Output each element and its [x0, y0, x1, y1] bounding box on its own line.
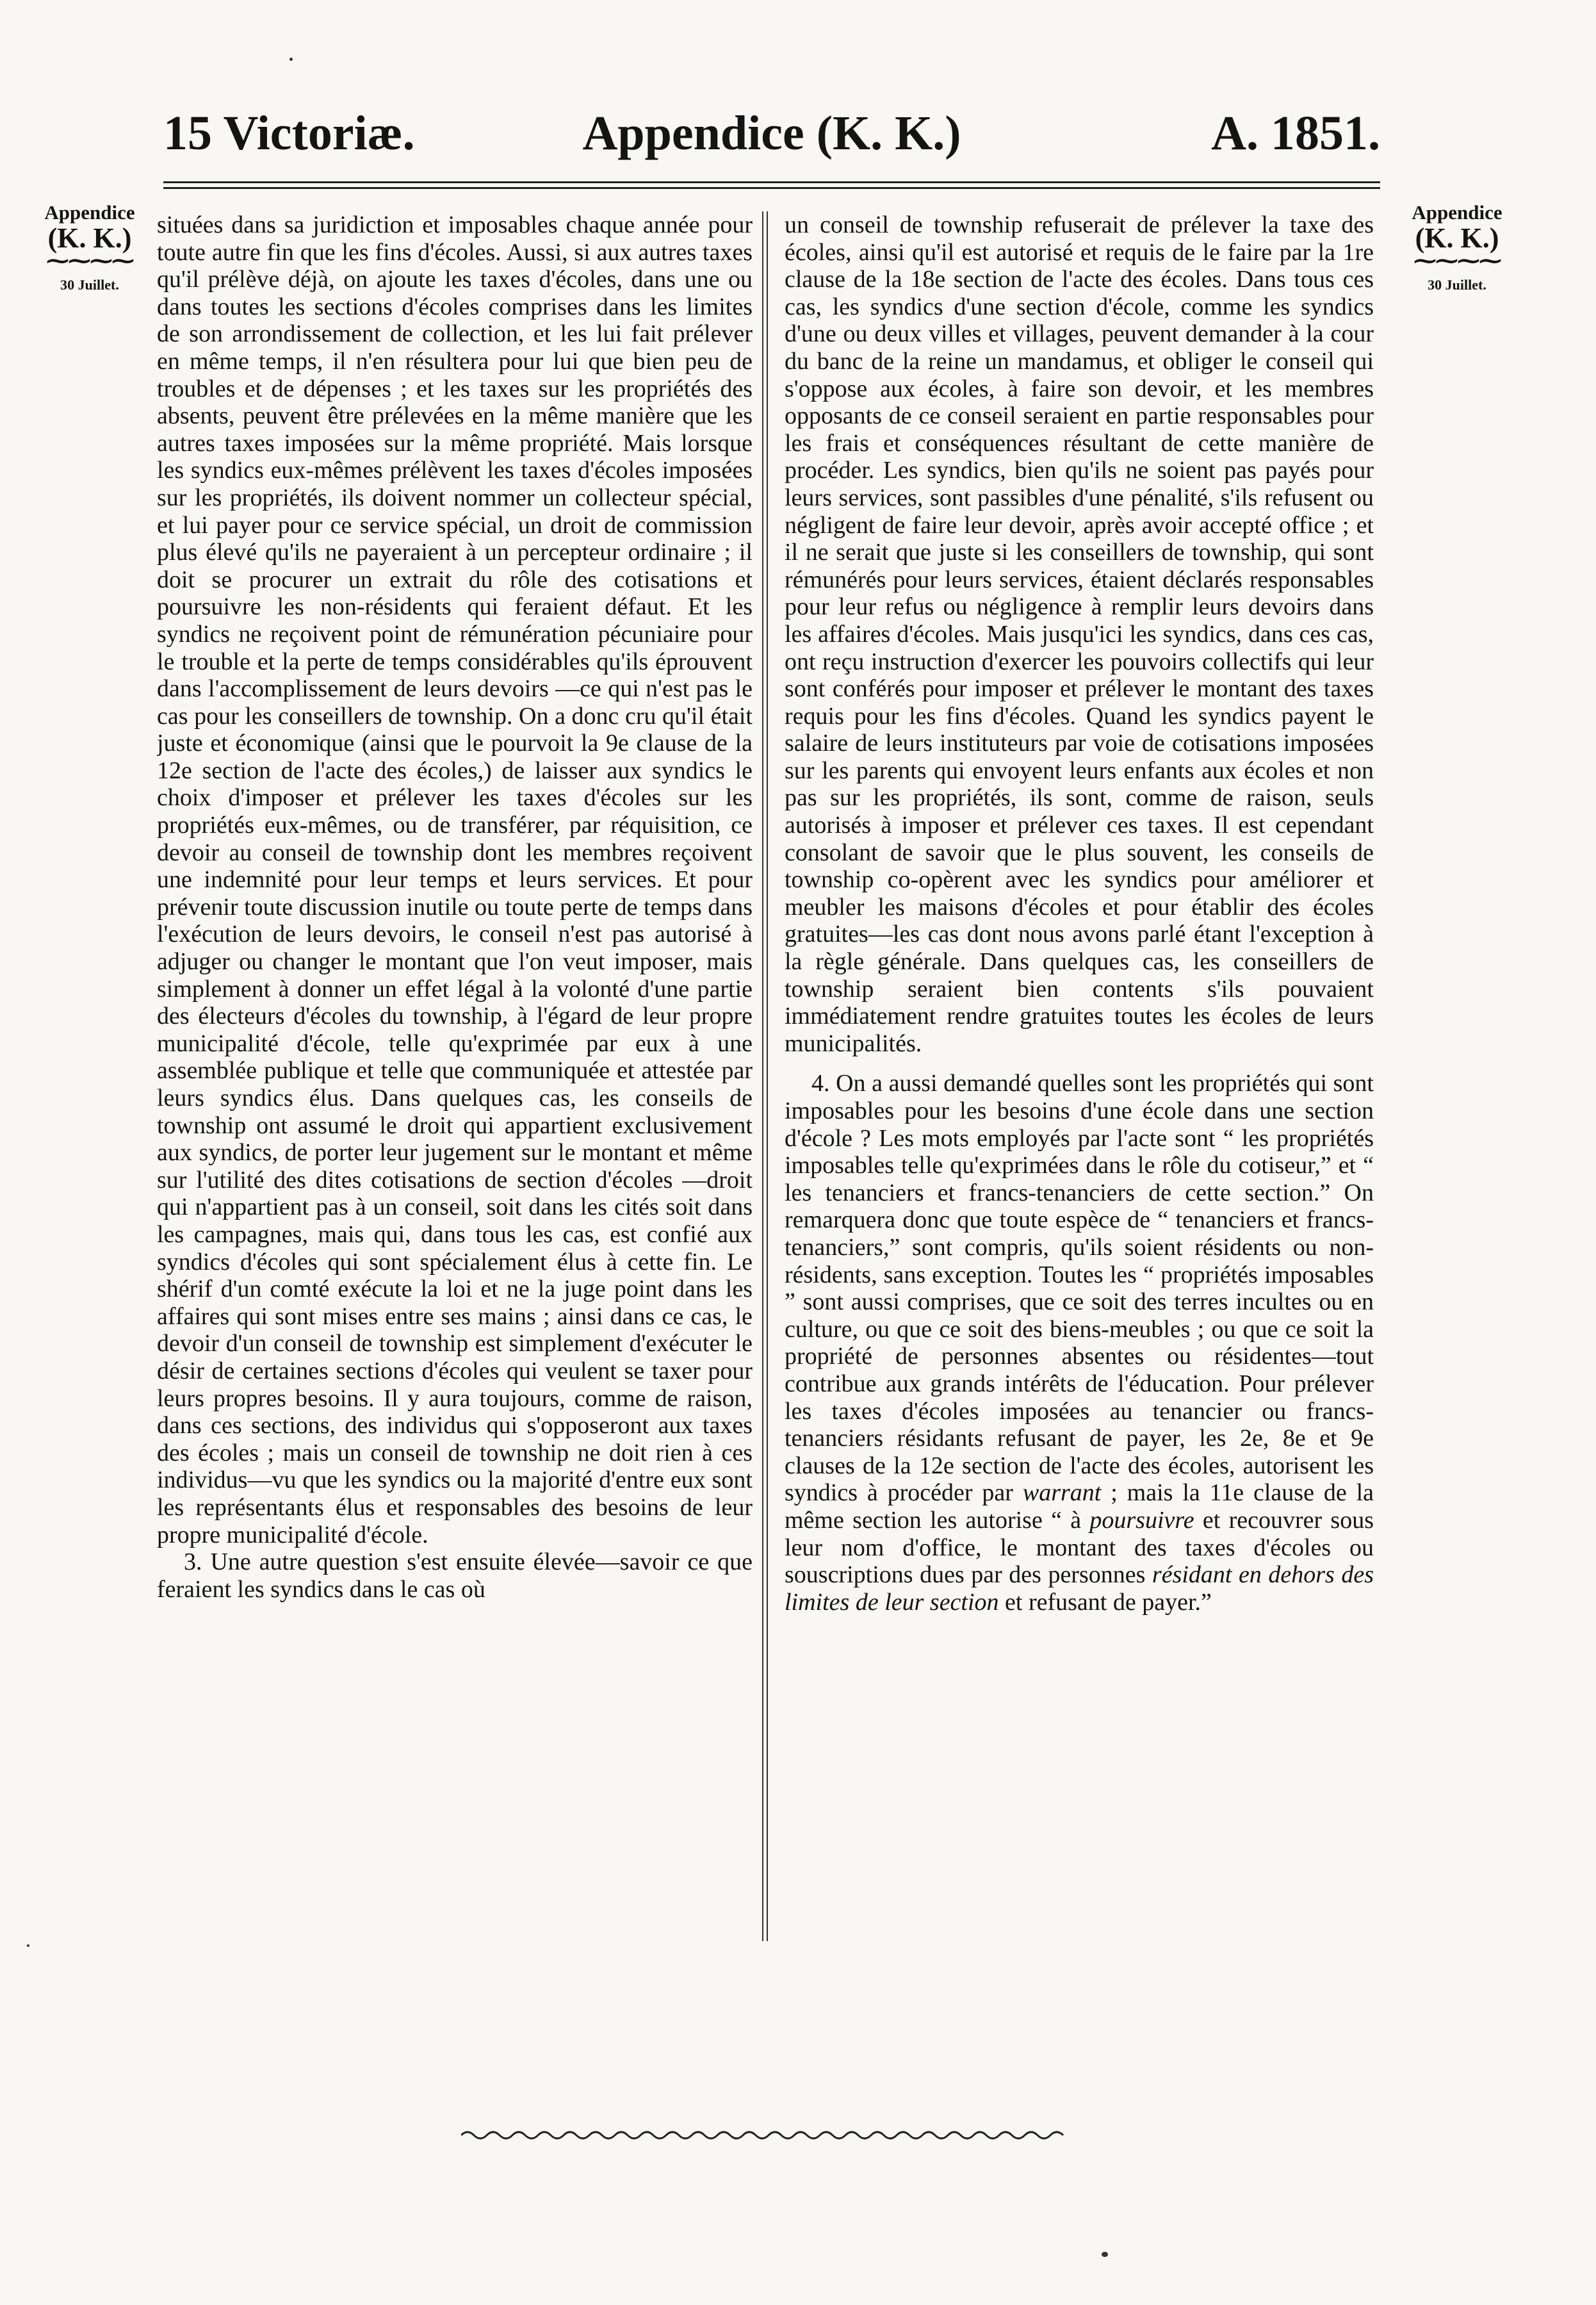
header-rule-top	[163, 181, 1380, 183]
left-margin-note	[26, 202, 154, 293]
q4-italic-residant: résidant en dehors des limites de leur section	[785, 1561, 1374, 1616]
header-year: A. 1851.	[1211, 106, 1380, 160]
margin-appendix-label: Appendice	[1412, 201, 1502, 224]
end-ornament	[461, 2126, 1070, 2145]
header-regnal-year: 15 Victoriæ.	[163, 106, 415, 160]
paragraph-question-4	[785, 1070, 1374, 1616]
q4-text-g: et refusant de payer.”	[998, 1588, 1212, 1616]
paragraph-question-3: 3. Une autre question s'est ensuite élevée—savoir ce que feraient les syndics dans le cas où	[157, 1548, 753, 1603]
header-appendix-title: Appendice (K. K.)	[582, 106, 961, 160]
margin-kk-label: (K. K.)	[1415, 222, 1499, 254]
q4-italic-warrant: warrant	[1022, 1479, 1102, 1507]
margin-date: 30 Juillet.	[1428, 277, 1486, 293]
margin-kk-label: (K. K.)	[47, 222, 132, 254]
q4-italic-poursuivre: poursuivre	[1089, 1506, 1194, 1534]
header-rule-bottom	[163, 187, 1380, 189]
print-speck	[1102, 2252, 1108, 2257]
right-text-column	[785, 211, 1374, 1909]
column-divider	[762, 211, 763, 1941]
margin-date: 30 Juillet.	[60, 277, 119, 293]
left-text-column	[157, 211, 753, 1909]
print-speck	[27, 1944, 29, 1947]
q4-text-c: ; mais la 11e clause de la même section les autorise “ à	[785, 1479, 1374, 1534]
right-margin-note	[1393, 202, 1521, 293]
print-speck	[289, 58, 293, 61]
q4-text-e: et recouvrer sous leur nom d'office, le montant des taxes d'écoles ou souscriptions dues par des personnes	[785, 1506, 1374, 1589]
paragraph-tax-collection: situées dans sa juridiction et imposables chaque année pour toute autre fin que les fins d'écoles. Aussi, si aux autres taxes qu'il prélève déjà, on ajoute les taxes d'écoles, dans une ou dans toutes les sections d'écoles comprises dans les limites de son arrondissement de collection, et les lui fait prélever en même temps, il n'en résultera pour lui que bien peu de troubles et de dépenses ; et les taxes sur les propriétés des absents, peuvent être prélevées en la même manière que les autres taxes imposées sur la même propriété. Mais lorsque les syndics eux-mêmes prélèvent les taxes d'écoles imposées sur les propriétés, ils doivent nommer un collecteur spécial, et lui payer pour ce service spécial, un droit de commission plus élevé qu'ils ne payeraient à un percepteur ordinaire ; il doit se procurer un extrait du rôle des cotisations et poursuivre les non-résidents qui feraient défaut. Et les syndics ne reçoivent point de rémunération pécuniaire pour le trouble et la perte de temps considérables qu'ils éprouvent dans l'accomplissement de leurs devoirs —ce qui n'est pas le cas pour les conseillers de township. On a donc cru qu'il était juste et économique (ainsi que le pourvoit la 9e clause de la 12e section de l'acte des écoles,) de laisser aux syndics le choix d'imposer et prélever les taxes d'écoles sur les propriétés eux-mêmes, ou de transférer, par réquisition, ce devoir au conseil de township dont les membres reçoivent une indemnité pour leur temps et leurs services. Et pour prévenir toute discussion inutile ou toute perte de temps dans l'exécution de leurs devoirs, le conseil n'est pas autorisé à adjuger ou changer le montant que l'on veut imposer, mais simplement à donner un effet légal à la volonté d'une partie des électeurs d'écoles du township, à l'égard de leur propre municipalité d'école, telle qu'exprimée par eux à une assemblée publique et telle que communiquée et attestée par leurs syndics élus. Dans quelques cas, les conseils de township ont assumé le droit qui appartient exclusivement aux syndics, de porter leur jugement sur le montant et même sur l'utilité des dites cotisations de section d'écoles —droit qui n'appartient pas à un conseil, soit dans les cités soit dans les campagnes, mais qui, dans tous les cas, est confié aux syndics d'écoles qui sont spécialement élus à cette fin. Le shérif d'un comté exécute la loi et ne la juge point dans les affaires qui sont mises entre ses mains ; ainsi dans ce cas, le devoir d'un conseil de township est simplement d'exécuter le désir de certaines sections d'écoles qui veulent se taxer pour leurs propres besoins. Il y aura toujours, comme de raison, dans ces sections, des individus qui s'opposeront aux taxes des écoles ; mais un conseil de township ne doit rien à ces individus—vu que les syndics ou la majorité d'entre eux sont les représentants élus et responsables des besoins de leur propre municipalité d'école.	[157, 211, 753, 1548]
margin-flourish: ⁓⁓⁓⁓	[46, 248, 133, 274]
running-header	[163, 106, 1380, 179]
margin-appendix-label: Appendice	[44, 201, 135, 224]
paragraph-township-council: un conseil de township refuserait de prélever la taxe des écoles, ainsi qu'il est autorisé et requis de le faire par la 1re clause de la 18e section de l'acte des écoles. Dans tous ces cas, les syndics d'une section d'école, comme les syndics d'une ou deux villes et villages, peuvent demander à la cour du banc de la reine un mandamus, et obliger le conseil qui s'oppose aux écoles, à faire son devoir, et les membres opposants de ce conseil seraient en partie responsables pour les frais et conséquences résultant de cette manière de procéder. Les syndics, bien qu'ils ne soient pas payés pour leurs services, sont passibles d'une pénalité, s'ils refusent ou négligent de faire leur devoir, après avoir accepté office ; et il ne serait que juste si les conseillers de township, qui sont rémunérés pour leurs services, étaient déclarés responsables pour leur refus ou négligence à remplir leurs devoirs dans les affaires d'écoles. Mais jusqu'ici les syndics, dans ces cas, ont reçu instruction d'exercer les pouvoirs collectifs qui leur sont conférés pour imposer et prélever le montant des taxes requis pour les fins d'écoles. Quand les syndics payent le salaire de leurs instituteurs par voie de cotisations imposées sur les parents qui envoyent leurs enfants aux écoles et non pas sur les propriétés, ils sont, comme de raison, seuls autorisés à imposer et prélever ces taxes. Il est cependant consolant de savoir que le plus souvent, les conseils de township co-opèrent avec les syndics pour améliorer et meubler les maisons d'écoles et pour établir des écoles gratuites—les cas dont nous avons parlé étant l'exception à la règle générale. Dans quelques cas, les conseillers de township seraient bien contents s'ils pouvaient immédiatement rendre gratuites toutes les écoles de leurs municipalités.	[785, 211, 1374, 1057]
q4-text-a: 4. On a aussi demandé quelles sont les propriétés qui sont imposables pour les besoins d'une école dans une section d'école ? Les mots employés par l'acte sont “ les propriétés imposables telle qu'exprimées dans le rôle du cotiseur,” et “ les tenanciers et francs-tenanciers de cette section.” On remarquera donc que toute espèce de “ tenanciers et francs-tenanciers,” sont compris, qu'ils soient résidents ou non-résidents, sans exception. Toutes les “ propriétés imposables ” sont aussi comprises, que ce soit des terres incultes ou en culture, ou que ce soit des biens-meubles ; ou que ce soit la propriété de personnes absentes ou résidentes—tout contribue aux grands intérêts de l'éducation. Pour prélever les taxes d'écoles imposées au tenancier ou francs-tenanciers résidants refusant de payer, les 2e, 8e et 9e clauses de la 12e section de l'acte des écoles, autorisent les syndics à procéder par	[785, 1070, 1374, 1507]
margin-flourish: ⁓⁓⁓⁓	[1413, 248, 1501, 274]
column-divider	[767, 211, 768, 1941]
